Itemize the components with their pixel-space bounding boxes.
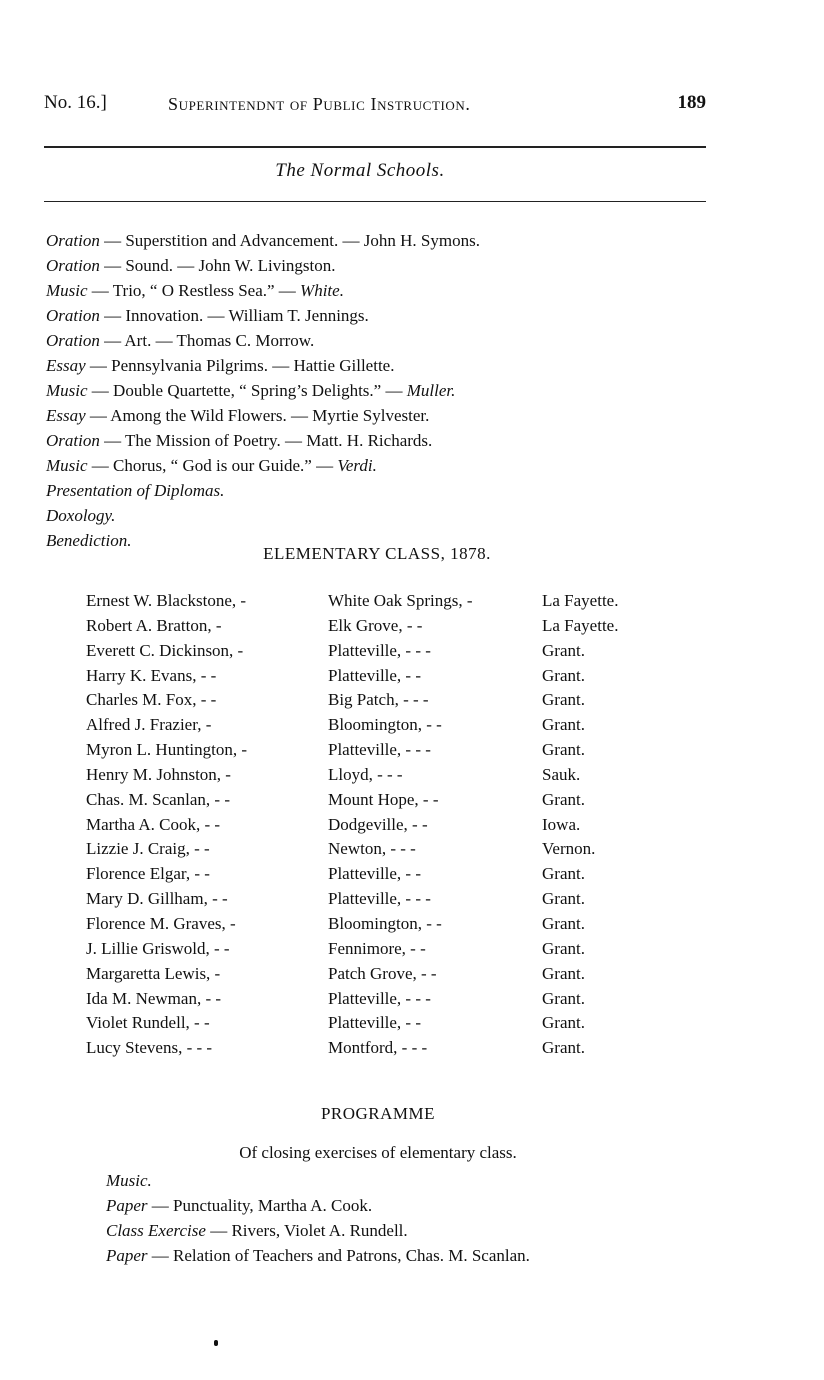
student-town: Montford, - - - — [328, 1038, 428, 1058]
header-rule — [44, 146, 706, 148]
exercise-item — [106, 1193, 530, 1218]
student-town: Platteville, - - - — [328, 640, 431, 660]
item-tail: Verdi. — [337, 456, 377, 475]
exercise-item — [106, 1243, 530, 1268]
student-county: Sauk. — [542, 764, 581, 784]
student-name: Martha A. Cook, - - — [86, 814, 221, 834]
item-text: — Among the Wild Flowers. — Myrtie Sylvester. — [85, 406, 430, 425]
item-tail: Muller. — [406, 381, 456, 400]
student-town: Platteville, - - - — [328, 740, 431, 760]
student-name: Chas. M. Scanlan, - - — [86, 789, 231, 809]
student-town: Platteville, - - - — [328, 988, 431, 1008]
item-kind: Oration — [46, 306, 100, 325]
item-kind: Music — [46, 381, 88, 400]
student-town: Dodgeville, - - — [328, 814, 428, 834]
student-county: Grant. — [542, 864, 585, 884]
student-name: Henry M. Johnston, - — [86, 764, 231, 784]
programme-item — [46, 228, 480, 253]
student-county: Vernon. — [542, 839, 596, 859]
running-title: Superintendnt of Public Instruction. — [168, 94, 471, 114]
student-name: Violet Rundell, - - — [86, 1013, 210, 1033]
item-text: — Sound. — John W. Livingston. — [99, 256, 336, 275]
student-town: Patch Grove, - - — [328, 963, 437, 983]
student-county: La Fayette. — [542, 591, 619, 610]
student-town: Platteville, - - — [328, 864, 422, 884]
item-text: — Superstition and Advancement. — John H. Symons. — [99, 231, 480, 250]
item-kind: Music — [46, 456, 88, 475]
programme-list — [46, 228, 480, 553]
student-county: Grant. — [542, 988, 585, 1008]
student-county: Grant. — [542, 740, 585, 760]
programme-item — [46, 328, 480, 353]
student-name: Everett C. Dickinson, - — [86, 640, 244, 660]
item-text: — Pennsylvania Pilgrims. — Hattie Gillette. — [85, 356, 395, 375]
student-town: Platteville, - - — [328, 1013, 422, 1033]
student-county: Grant. — [542, 715, 585, 735]
student-name: J. Lillie Griswold, - - — [86, 938, 230, 958]
student-name: Florence M. Graves, - — [86, 913, 236, 933]
exercise-kind: Paper — [106, 1196, 148, 1215]
exercise-kind: Music. — [106, 1171, 152, 1190]
exercise-item — [106, 1168, 530, 1193]
student-county: Iowa. — [542, 814, 581, 834]
student-county: Grant. — [542, 640, 585, 660]
student-name: Margaretta Lewis, - — [86, 963, 221, 983]
programme-item — [46, 253, 480, 278]
item-text: — Chorus, “ God is our Guide.” — — [87, 456, 338, 475]
item-text: — Art. — Thomas C. Morrow. — [99, 331, 315, 350]
item-kind: Oration — [46, 231, 100, 250]
exercise-text: — Rivers, Violet A. Rundell. — [205, 1221, 408, 1240]
programme-item — [46, 428, 480, 453]
item-text: — Innovation. — William T. Jennings. — [99, 306, 369, 325]
exercise-text: — Punctuality, Martha A. Cook. — [147, 1196, 373, 1215]
exercise-item — [106, 1218, 530, 1243]
item-kind: Music — [46, 281, 88, 300]
programme-item — [46, 303, 480, 328]
item-text: — Trio, “ O Restless Sea.” — — [87, 281, 301, 300]
student-county: Grant. — [542, 789, 585, 809]
item-kind: Essay — [46, 356, 86, 375]
student-name: Harry K. Evans, - - — [86, 665, 217, 685]
item-text: — Double Quartette, “ Spring’s Delights.” — — [87, 381, 407, 400]
student-town: Bloomington, - - — [328, 913, 442, 933]
programme-item — [46, 478, 480, 503]
programme-item — [46, 503, 480, 528]
student-town: Bloomington, - - — [328, 715, 442, 735]
student-county: Grant. — [542, 889, 585, 909]
programme-subheading: Of closing exercises of elementary class. — [239, 1143, 517, 1162]
page-number: 189 — [677, 92, 706, 113]
student-town: Newton, - - - — [328, 839, 416, 859]
exercise-text: — Relation of Teachers and Patrons, Chas. M. Scanlan. — [147, 1246, 530, 1265]
programme-item — [46, 353, 480, 378]
student-name: Myron L. Huntington, - — [86, 740, 248, 760]
subtitle-rule — [44, 201, 706, 202]
student-county: Grant. — [542, 1038, 585, 1058]
student-name: Lucy Stevens, - - - — [86, 1038, 213, 1058]
programme-item — [46, 278, 480, 303]
student-county: Grant. — [542, 1013, 585, 1033]
student-name: Lizzie J. Craig, - - — [86, 839, 210, 859]
programme-item — [46, 378, 480, 403]
running-header — [44, 92, 706, 122]
student-name: Robert A. Bratton, - — [86, 615, 222, 635]
item-kind: Doxology. — [46, 506, 116, 525]
item-kind: Benediction. — [46, 531, 132, 550]
student-name: Ida M. Newman, - - — [86, 988, 222, 1008]
student-town: Platteville, - - - — [328, 889, 431, 909]
document-number: No. 16.] — [44, 92, 107, 113]
student-town: White Oak Springs, - — [328, 591, 473, 610]
student-name: Charles M. Fox, - - — [86, 690, 217, 710]
student-county: Grant. — [542, 963, 585, 983]
exercise-kind: Class Exercise — [106, 1221, 206, 1240]
item-kind: Essay — [46, 406, 86, 425]
ink-speck — [214, 1340, 218, 1346]
item-kind: Oration — [46, 431, 100, 450]
student-town: Mount Hope, - - — [328, 789, 439, 809]
student-county: Grant. — [542, 913, 585, 933]
programme-item — [46, 453, 480, 478]
section-subtitle: The Normal Schools. — [275, 160, 445, 181]
student-county: La Fayette. — [542, 615, 619, 635]
item-tail: White. — [300, 281, 344, 300]
item-text: — The Mission of Poetry. — Matt. H. Richards. — [99, 431, 433, 450]
elementary-class-heading: ELEMENTARY CLASS, 1878. — [263, 544, 491, 563]
student-name: Florence Elgar, - - — [86, 864, 210, 884]
student-name: Mary D. Gillham, - - — [86, 889, 228, 909]
student-town: Elk Grove, - - — [328, 615, 423, 635]
student-county: Grant. — [542, 665, 585, 685]
student-name: Alfred J. Frazier, - — [86, 715, 212, 735]
student-town: Platteville, - - — [328, 665, 422, 685]
closing-exercises-list — [106, 1168, 530, 1268]
student-town: Fennimore, - - — [328, 938, 426, 958]
student-name: Ernest W. Blackstone, - — [86, 591, 247, 610]
student-county: Grant. — [542, 690, 585, 710]
programme-item — [46, 403, 480, 428]
exercise-kind: Paper — [106, 1246, 148, 1265]
student-county: Grant. — [542, 938, 585, 958]
item-kind: Oration — [46, 256, 100, 275]
item-kind: Presentation of Diplomas. — [46, 481, 225, 500]
programme-heading: PROGRAMME — [320, 1104, 436, 1123]
student-town: Big Patch, - - - — [328, 690, 429, 710]
student-town: Lloyd, - - - — [328, 764, 403, 784]
item-kind: Oration — [46, 331, 100, 350]
